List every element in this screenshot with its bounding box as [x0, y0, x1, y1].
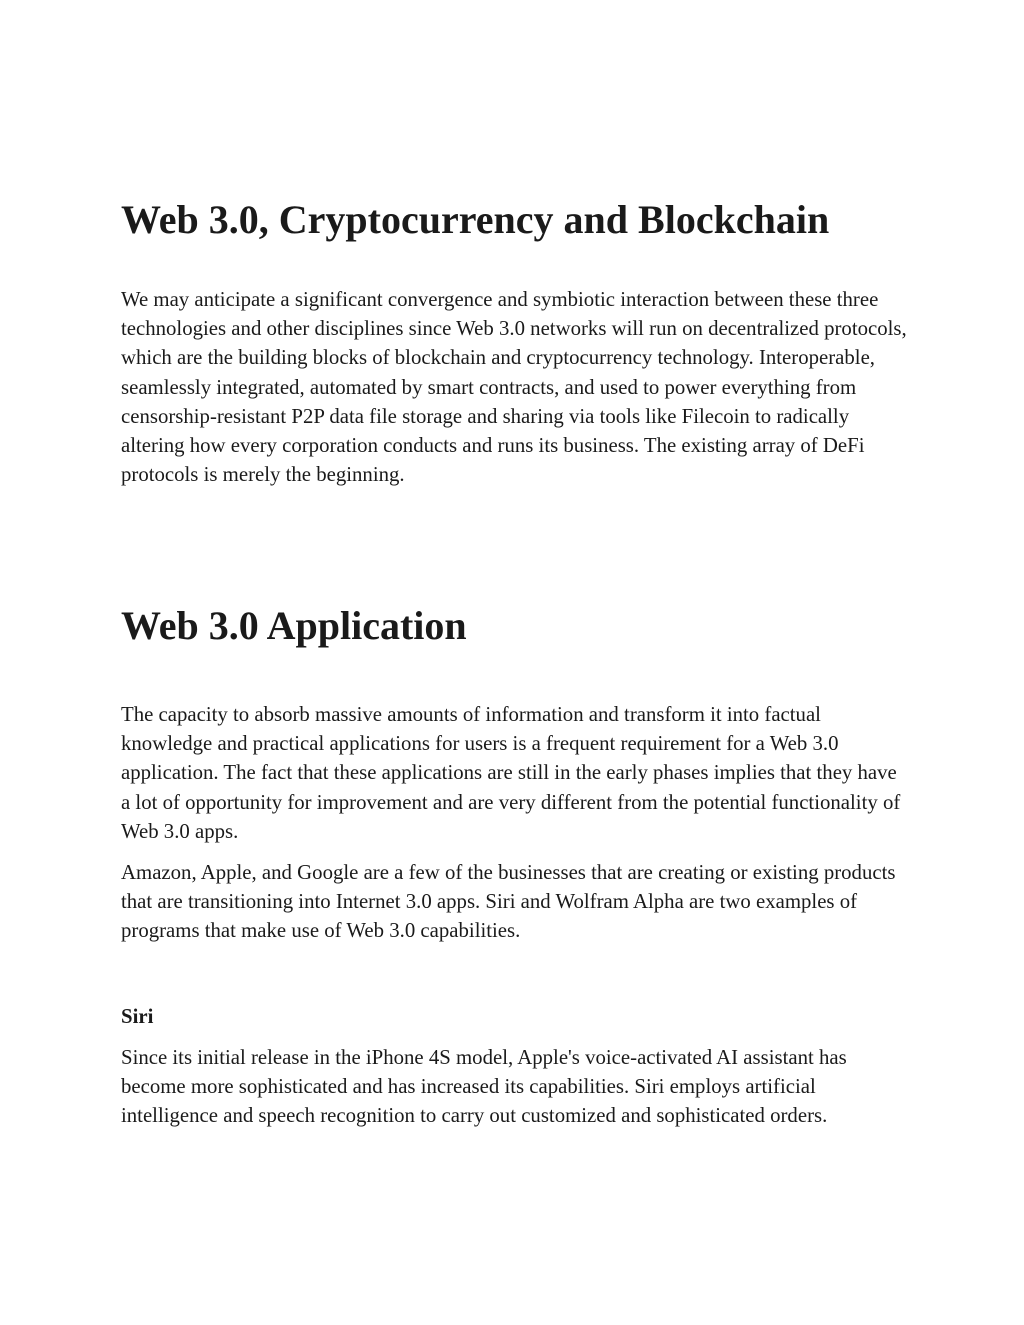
heading-web3-crypto-blockchain: Web 3.0, Cryptocurrency and Blockchain [121, 197, 830, 242]
paragraph-capacity: The capacity to absorb massive amounts of information and transform it into factual knowledge and practical applications for users is a frequent requirement for a Web 3.0 application. The fact that these applications are still in the early phases implies that they have a lot of opportunity for improvement and are very different from the potential functionality of Web 3.0 apps. [121, 703, 901, 843]
paragraph-convergence: We may anticipate a significant convergence and symbiotic interaction between these three technologies and other disciplines since Web 3.0 networks will run on decentralized protocols, which are the building blocks of blockchain and cryptocurrency technology. Interoperable, seamlessly integrated, automated by smart contracts, and used to power everything from censorship-resistant P2P data file storage and sharing via tools like Filecoin to radically altering how every corporation conducts and runs its business. The existing array of DeFi protocols is merely the beginning. [121, 288, 907, 487]
heading-web3-application: Web 3.0 Application [121, 603, 467, 648]
heading-siri: Siri [121, 1005, 154, 1028]
paragraph-companies: Amazon, Apple, and Google are a few of the businesses that are creating or existing products that are transitioning into Internet 3.0 apps. Siri and Wolfram Alpha are two examples of programs that make use of Web 3.0 capabilities. [121, 861, 896, 943]
paragraph-siri: Since its initial release in the iPhone 4S model, Apple's voice-activated AI assistant has become more sophisticated and has increased its capabilities. Siri employs artificial intelligence and speech recognition to carry out customized and sophisticated orders. [121, 1046, 847, 1128]
